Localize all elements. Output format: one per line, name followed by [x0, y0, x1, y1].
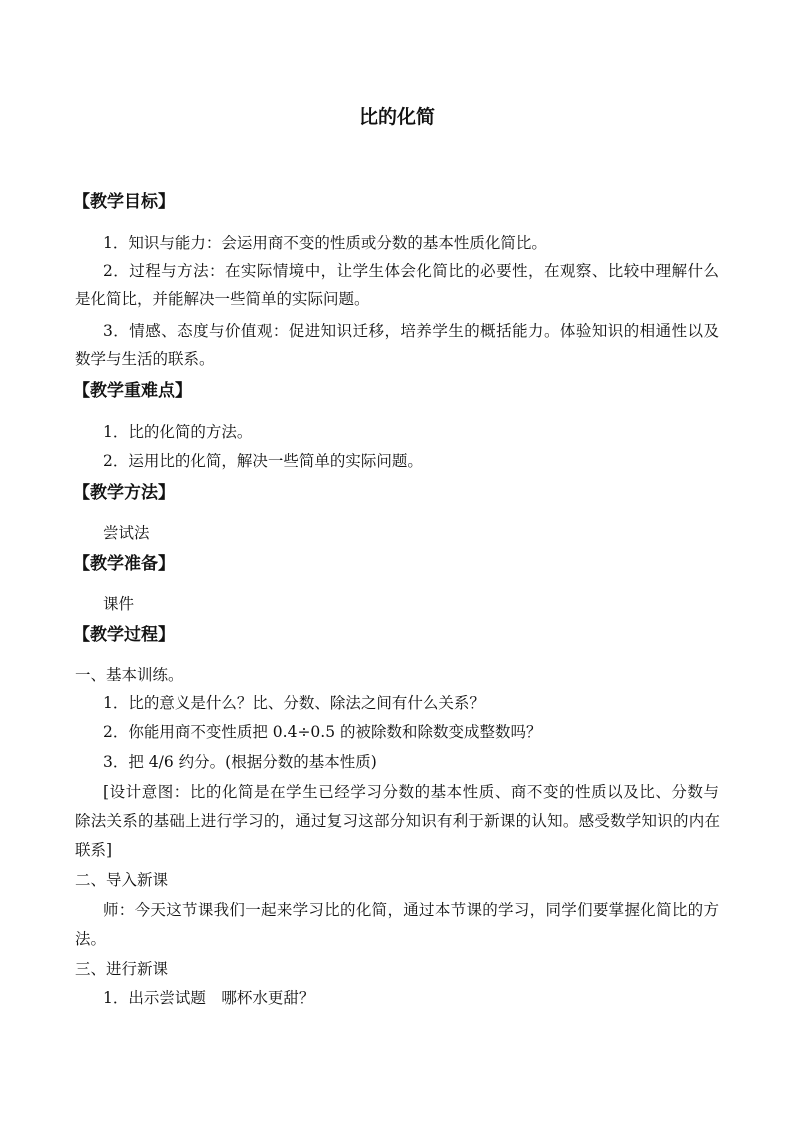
process-heading: 【教学过程】	[73, 625, 175, 645]
methods-text: 尝试法	[103, 524, 150, 542]
process-part1-title: 一、基本训练。	[75, 666, 184, 684]
objective-item-2-cont: 是化简比，并能解决一些简单的实际问题。	[75, 290, 370, 308]
methods-heading: 【教学方法】	[73, 483, 175, 503]
objectives-heading: 【教学目标】	[73, 192, 175, 212]
objective-item-1: 1．知识与能力：会运用商不变的性质或分数的基本性质化简比。	[103, 234, 547, 252]
process-part2-title: 二、导入新课	[75, 871, 169, 889]
page-title: 比的化简	[358, 106, 435, 128]
objective-item-3: 3．情感、态度与价值观：促进知识迁移，培养学生的概括能力。体验知识的相通性以及	[103, 322, 719, 340]
process-part3-item-1: 1．出示尝试题 哪杯水更甜？	[103, 989, 315, 1007]
process-part1-item-2: 2．你能用商不变性质把 0.4÷0.5 的被除数和除数变成整数吗？	[103, 723, 542, 741]
process-part1-item-1: 1．比的意义是什么？比、分数、除法之间有什么关系？	[103, 694, 485, 712]
key-point-item-2: 2．运用比的化简，解决一些简单的实际问题。	[103, 452, 423, 470]
preparation-text: 课件	[103, 595, 135, 613]
design-note-line-2: 除法关系的基础上进行学习的，通过复习这部分知识有利于新课的认知。感受数学知识的内在	[75, 812, 720, 830]
design-note-line-1: [设计意图：比的化简是在学生已经学习分数的基本性质、商不变的性质以及比、分数与	[103, 783, 719, 801]
key-points-heading: 【教学重难点】	[73, 381, 192, 401]
process-part1-item-3: 3．把 4/6 约分。(根据分数的基本性质)	[103, 753, 377, 771]
preparation-heading: 【教学准备】	[73, 554, 175, 574]
process-part3-title: 三、进行新课	[75, 960, 169, 978]
design-note-line-3: 联系]	[75, 841, 113, 859]
objective-item-3-cont: 数学与生活的联系。	[75, 350, 215, 368]
key-point-item-1: 1．比的化简的方法。	[103, 423, 253, 441]
process-part2-text-2: 法。	[75, 930, 107, 948]
objective-item-2: 2．过程与方法：在实际情境中，让学生体会化简比的必要性，在观察、比较中理解什么	[103, 262, 719, 280]
process-part2-text-1: 师：今天这节课我们一起来学习比的化简，通过本节课的学习，同学们要掌握化简比的方	[103, 901, 719, 919]
